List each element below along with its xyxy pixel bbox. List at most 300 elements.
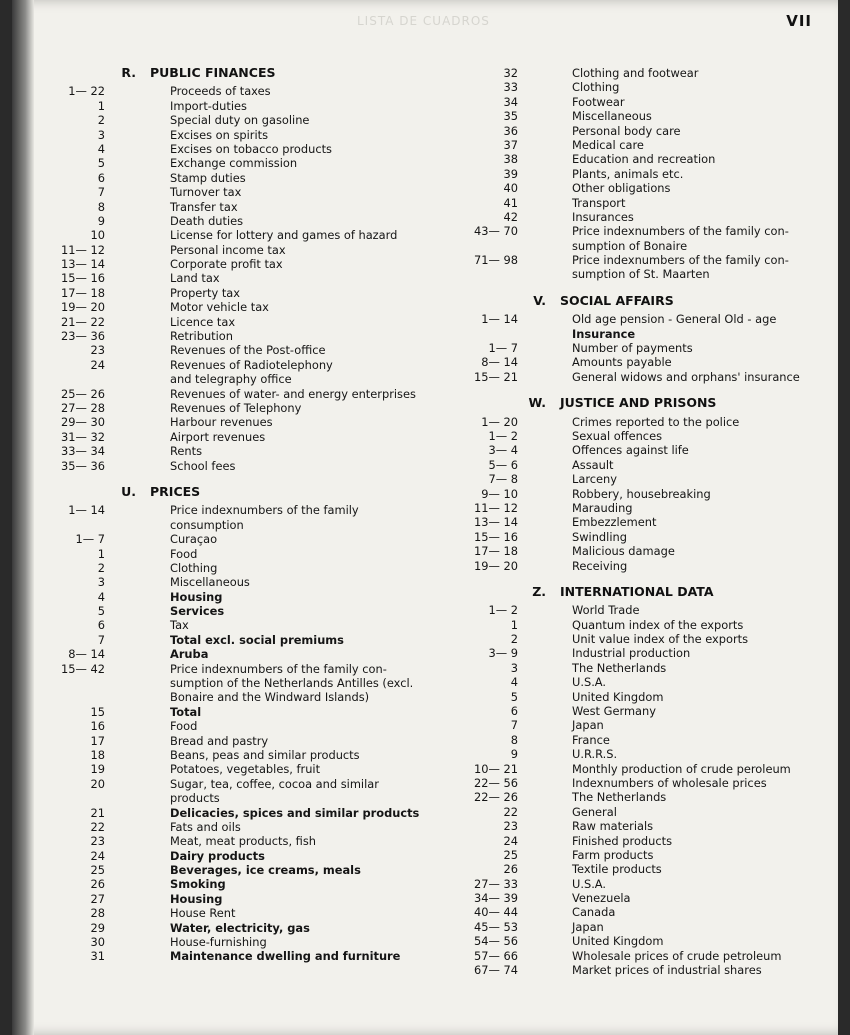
left-column bbox=[40, 66, 420, 964]
table-title: Total bbox=[170, 704, 202, 719]
table-number: 7 bbox=[97, 632, 105, 647]
table-title: Airport revenues bbox=[170, 429, 266, 444]
table-title: Monthly production of crude peroleum bbox=[572, 761, 791, 776]
table-title: Old age pension - General Old - age bbox=[572, 312, 777, 327]
table-row bbox=[456, 747, 836, 761]
table-title: School fees bbox=[170, 458, 236, 473]
table-number: 26 bbox=[503, 862, 518, 877]
table-title: Indexnumbers of wholesale prices bbox=[572, 775, 767, 790]
table-number: 42 bbox=[503, 209, 518, 224]
table-title: Total excl. social premiums bbox=[170, 632, 344, 647]
binding-spine bbox=[12, 0, 34, 1035]
table-row bbox=[456, 661, 836, 675]
table-title: Insurance bbox=[572, 326, 636, 341]
table-title: U.S.A. bbox=[572, 675, 607, 690]
table-number: 31— 32 bbox=[61, 429, 105, 444]
table-row bbox=[456, 877, 836, 891]
table-row bbox=[456, 905, 836, 919]
table-row bbox=[40, 84, 420, 98]
table-row bbox=[456, 196, 836, 210]
table-row bbox=[456, 109, 836, 123]
table-title: Transport bbox=[572, 195, 626, 210]
table-number: 5 bbox=[97, 156, 105, 171]
table-title: Delicacies, spices and similar products bbox=[170, 805, 420, 820]
table-number: 39 bbox=[503, 166, 518, 181]
table-title: Clothing and footwear bbox=[572, 66, 699, 80]
table-title: Assault bbox=[572, 457, 614, 472]
table-row bbox=[456, 167, 836, 181]
table-row bbox=[40, 372, 420, 386]
section-title: JUSTICE AND PRISONS bbox=[560, 395, 717, 411]
table-row bbox=[456, 690, 836, 704]
table-number: 5 bbox=[510, 689, 518, 704]
table-row bbox=[40, 547, 420, 561]
table-title: Bread and pastry bbox=[170, 733, 269, 748]
table-row bbox=[456, 530, 836, 544]
table-title: sumption of Bonaire bbox=[572, 238, 688, 253]
table-title: sumption of St. Maarten bbox=[572, 267, 710, 282]
table-title: Price indexnumbers of the family bbox=[170, 503, 359, 518]
table-number: 17 bbox=[90, 733, 105, 748]
table-title: France bbox=[572, 732, 610, 747]
table-row bbox=[40, 343, 420, 357]
table-title: Aruba bbox=[170, 647, 209, 662]
table-title: Unit value index of the exports bbox=[572, 632, 749, 647]
table-title: Turnover tax bbox=[170, 185, 242, 200]
table-number: 6 bbox=[510, 704, 518, 719]
table-row bbox=[456, 834, 836, 848]
table-row bbox=[40, 604, 420, 618]
table-row bbox=[456, 253, 836, 267]
table-title: Other obligations bbox=[572, 181, 671, 196]
table-row bbox=[40, 315, 420, 329]
table-title: Fats and oils bbox=[170, 819, 241, 834]
table-number: 54— 56 bbox=[474, 934, 518, 949]
table-row bbox=[40, 185, 420, 199]
table-row bbox=[40, 762, 420, 776]
table-title: Marauding bbox=[572, 500, 633, 515]
table-row bbox=[40, 300, 420, 314]
table-number: 3 bbox=[97, 127, 105, 142]
section-letter: W. bbox=[528, 395, 546, 411]
section-heading bbox=[40, 485, 420, 499]
table-row bbox=[40, 590, 420, 604]
table-title: products bbox=[170, 791, 220, 806]
table-title: General widows and orphans' insurance bbox=[572, 369, 800, 384]
table-row bbox=[456, 762, 836, 776]
section-heading bbox=[456, 396, 836, 410]
section-heading bbox=[456, 585, 836, 599]
table-row bbox=[456, 152, 836, 166]
table-title: Raw materials bbox=[572, 819, 654, 834]
table-row bbox=[40, 921, 420, 935]
table-title: Plants, animals etc. bbox=[572, 166, 684, 181]
table-row bbox=[456, 790, 836, 804]
section-letter: V. bbox=[533, 292, 546, 308]
table-title: Number of payments bbox=[572, 341, 693, 356]
table-number: 6 bbox=[97, 170, 105, 185]
table-title: Motor vehicle tax bbox=[170, 300, 269, 315]
table-title: Import-duties bbox=[170, 98, 247, 113]
table-row bbox=[456, 429, 836, 443]
table-number: 71— 98 bbox=[474, 253, 518, 268]
table-number: 45— 53 bbox=[474, 919, 518, 934]
table-title: Housing bbox=[170, 589, 223, 604]
table-title: Japan bbox=[572, 718, 604, 733]
table-number: 1 bbox=[510, 617, 518, 632]
table-number: 10— 21 bbox=[474, 761, 518, 776]
table-row bbox=[40, 415, 420, 429]
table-title: Price indexnumbers of the family con- bbox=[170, 661, 387, 676]
table-number: 1 bbox=[97, 98, 105, 113]
table-row bbox=[456, 891, 836, 905]
table-row bbox=[40, 243, 420, 257]
table-number: 3— 4 bbox=[488, 443, 518, 458]
table-row bbox=[456, 776, 836, 790]
table-row bbox=[40, 200, 420, 214]
table-title: Meat, meat products, fish bbox=[170, 834, 317, 849]
table-row bbox=[40, 647, 420, 661]
table-title: Receiving bbox=[572, 558, 628, 573]
table-number: 25 bbox=[503, 847, 518, 862]
table-row bbox=[40, 271, 420, 285]
table-row bbox=[456, 675, 836, 689]
table-number: 28 bbox=[90, 906, 105, 921]
table-title: Proceeds of taxes bbox=[170, 84, 271, 99]
table-title: Miscellaneous bbox=[170, 575, 250, 590]
table-title: Rents bbox=[170, 444, 203, 459]
table-row bbox=[40, 257, 420, 271]
table-row bbox=[456, 848, 836, 862]
table-row bbox=[456, 934, 836, 948]
table-number: 29— 30 bbox=[61, 415, 105, 430]
table-row bbox=[40, 459, 420, 473]
table-row bbox=[40, 676, 420, 690]
table-number: 22— 26 bbox=[474, 790, 518, 805]
table-row bbox=[456, 267, 836, 281]
table-row bbox=[40, 128, 420, 142]
table-number: 35 bbox=[503, 109, 518, 124]
table-row bbox=[40, 863, 420, 877]
table-number: 19— 20 bbox=[474, 558, 518, 573]
table-title: The Netherlands bbox=[572, 660, 667, 675]
table-row bbox=[456, 66, 836, 80]
table-title: Wholesale prices of crude petroleum bbox=[572, 948, 782, 963]
table-number bbox=[40, 518, 170, 532]
table-row bbox=[40, 286, 420, 300]
table-number: 34— 39 bbox=[474, 891, 518, 906]
table-number: 33 bbox=[503, 80, 518, 95]
table-title: United Kingdom bbox=[572, 934, 664, 949]
table-number: 23 bbox=[503, 819, 518, 834]
table-number: 21 bbox=[90, 805, 105, 820]
table-title: Food bbox=[170, 719, 198, 734]
table-number: 5— 6 bbox=[488, 457, 518, 472]
table-row bbox=[456, 443, 836, 457]
table-number: 23— 36 bbox=[61, 329, 105, 344]
table-row bbox=[456, 487, 836, 501]
table-number: 30 bbox=[90, 935, 105, 950]
table-title: Revenues of the Post-office bbox=[170, 343, 326, 358]
table-row bbox=[40, 834, 420, 848]
table-title: Beverages, ice creams, meals bbox=[170, 863, 361, 878]
table-title: Services bbox=[170, 604, 225, 619]
table-title: Smoking bbox=[170, 877, 226, 892]
table-title: Quantum index of the exports bbox=[572, 617, 744, 632]
table-number: 11— 12 bbox=[61, 242, 105, 257]
table-title: Venezuela bbox=[572, 891, 631, 906]
table-title: Clothing bbox=[170, 560, 218, 575]
table-row bbox=[456, 181, 836, 195]
document-page bbox=[12, 0, 838, 1035]
table-number: 1— 2 bbox=[488, 428, 518, 443]
section-heading bbox=[456, 294, 836, 308]
table-number: 15— 42 bbox=[61, 661, 105, 676]
table-number: 17— 18 bbox=[61, 285, 105, 300]
table-title: Harbour revenues bbox=[170, 415, 273, 430]
table-row bbox=[456, 95, 836, 109]
section-letter: Z. bbox=[532, 583, 546, 599]
table-title: Medical care bbox=[572, 137, 644, 152]
table-row bbox=[40, 444, 420, 458]
table-title: Canada bbox=[572, 905, 616, 920]
table-row bbox=[40, 387, 420, 401]
table-number: 15 bbox=[90, 704, 105, 719]
table-title: Land tax bbox=[170, 271, 220, 286]
table-number: 20 bbox=[90, 776, 105, 791]
table-title: Miscellaneous bbox=[572, 109, 652, 124]
table-number: 21— 22 bbox=[61, 314, 105, 329]
table-number: 57— 66 bbox=[474, 948, 518, 963]
table-row bbox=[456, 618, 836, 632]
table-row bbox=[40, 618, 420, 632]
table-title: Death duties bbox=[170, 213, 244, 228]
table-title: Special duty on gasoline bbox=[170, 113, 310, 128]
table-row bbox=[40, 518, 420, 532]
section-letter: U. bbox=[121, 483, 136, 499]
table-number: 40— 44 bbox=[474, 905, 518, 920]
table-title: The Netherlands bbox=[572, 790, 667, 805]
table-row bbox=[40, 777, 420, 791]
table-row bbox=[456, 80, 836, 94]
table-row bbox=[456, 138, 836, 152]
table-row bbox=[40, 748, 420, 762]
table-row bbox=[40, 503, 420, 517]
table-title: Corporate profit tax bbox=[170, 257, 283, 272]
table-number: 8— 14 bbox=[481, 355, 518, 370]
table-number bbox=[456, 239, 572, 253]
table-row bbox=[456, 805, 836, 819]
table-row bbox=[456, 124, 836, 138]
table-number: 25 bbox=[90, 863, 105, 878]
table-title: Personal income tax bbox=[170, 242, 286, 257]
section-heading bbox=[40, 66, 420, 80]
table-row bbox=[40, 532, 420, 546]
table-number: 8 bbox=[97, 199, 105, 214]
table-row bbox=[40, 877, 420, 891]
table-number: 1— 14 bbox=[481, 312, 518, 327]
table-number: 41 bbox=[503, 195, 518, 210]
table-number: 22— 56 bbox=[474, 775, 518, 790]
table-number: 15— 16 bbox=[61, 271, 105, 286]
table-title: Exchange commission bbox=[170, 156, 298, 171]
table-number bbox=[40, 791, 170, 805]
table-row bbox=[456, 472, 836, 486]
table-title: General bbox=[572, 804, 617, 819]
table-number: 24 bbox=[90, 357, 105, 372]
bleed-through-header: LISTA DE CUADROS bbox=[357, 14, 490, 28]
table-number: 1 bbox=[97, 546, 105, 561]
section-title: PUBLIC FINANCES bbox=[150, 65, 276, 80]
table-row bbox=[456, 949, 836, 963]
table-title: Finished products bbox=[572, 833, 673, 848]
table-number: 3 bbox=[97, 575, 105, 590]
table-number: 11— 12 bbox=[474, 500, 518, 515]
table-number: 23 bbox=[90, 343, 105, 358]
table-number: 27— 33 bbox=[474, 876, 518, 891]
table-title: House Rent bbox=[170, 906, 236, 921]
table-title: West Germany bbox=[572, 704, 656, 719]
table-title: Farm products bbox=[572, 847, 654, 862]
table-title: Tax bbox=[170, 618, 189, 633]
table-title: Sugar, tea, coffee, cocoa and similar bbox=[170, 776, 379, 791]
table-row bbox=[40, 820, 420, 834]
table-title: Food bbox=[170, 546, 198, 561]
table-row bbox=[456, 355, 836, 369]
table-title: U.R.R.S. bbox=[572, 747, 618, 762]
table-title: House-furnishing bbox=[170, 935, 267, 950]
table-row bbox=[456, 718, 836, 732]
table-number bbox=[456, 267, 572, 281]
table-title: Licence tax bbox=[170, 314, 236, 329]
table-title: Retribution bbox=[170, 329, 233, 344]
table-number: 15— 21 bbox=[474, 369, 518, 384]
table-number: 1— 2 bbox=[488, 603, 518, 618]
section-title: PRICES bbox=[150, 483, 201, 499]
table-title: Stamp duties bbox=[170, 170, 246, 185]
table-row bbox=[456, 415, 836, 429]
table-title: Embezzlement bbox=[572, 515, 657, 530]
table-title: Clothing bbox=[572, 80, 620, 95]
table-number: 10 bbox=[90, 228, 105, 243]
table-row bbox=[40, 99, 420, 113]
table-row bbox=[40, 906, 420, 920]
table-row bbox=[40, 849, 420, 863]
table-number: 1— 7 bbox=[488, 341, 518, 356]
table-number: 38 bbox=[503, 152, 518, 167]
table-row bbox=[40, 575, 420, 589]
table-number bbox=[40, 690, 170, 704]
table-row bbox=[40, 430, 420, 444]
table-row bbox=[456, 341, 836, 355]
table-number: 9 bbox=[510, 747, 518, 762]
table-title: Potatoes, vegetables, fruit bbox=[170, 762, 321, 777]
table-number bbox=[40, 676, 170, 690]
table-title: Excises on spirits bbox=[170, 127, 269, 142]
table-row bbox=[40, 791, 420, 805]
table-number: 22 bbox=[90, 819, 105, 834]
table-row bbox=[456, 224, 836, 238]
table-title: Price indexnumbers of the family con- bbox=[572, 224, 789, 239]
right-column bbox=[456, 66, 836, 977]
table-number bbox=[456, 327, 572, 341]
table-title: and telegraphy office bbox=[170, 372, 292, 387]
table-number: 27— 28 bbox=[61, 400, 105, 415]
table-number: 67— 74 bbox=[474, 963, 518, 978]
table-row bbox=[40, 358, 420, 372]
table-number: 40 bbox=[503, 181, 518, 196]
table-row bbox=[40, 156, 420, 170]
table-title: Curaçao bbox=[170, 532, 218, 547]
table-title: Offences against life bbox=[572, 443, 689, 458]
table-row bbox=[456, 819, 836, 833]
table-number: 7— 8 bbox=[488, 472, 518, 487]
table-row bbox=[40, 935, 420, 949]
table-row bbox=[40, 171, 420, 185]
table-number: 32 bbox=[503, 66, 518, 80]
table-row bbox=[456, 704, 836, 718]
table-row bbox=[456, 515, 836, 529]
table-title: Housing bbox=[170, 891, 223, 906]
table-number: 7 bbox=[97, 185, 105, 200]
table-row bbox=[40, 892, 420, 906]
table-title: World Trade bbox=[572, 603, 640, 618]
table-number bbox=[40, 372, 170, 386]
table-title: Maintenance dwelling and furniture bbox=[170, 949, 401, 964]
table-number: 16 bbox=[90, 719, 105, 734]
table-row bbox=[456, 603, 836, 617]
table-row bbox=[40, 228, 420, 242]
table-number: 36 bbox=[503, 123, 518, 138]
table-title: Swindling bbox=[572, 529, 627, 544]
table-number: 17— 18 bbox=[474, 544, 518, 559]
table-number: 1— 22 bbox=[68, 84, 105, 99]
table-row bbox=[40, 633, 420, 647]
table-title: License for lottery and games of hazard bbox=[170, 228, 398, 243]
table-number: 23 bbox=[90, 834, 105, 849]
table-number: 24 bbox=[90, 848, 105, 863]
table-row bbox=[40, 401, 420, 415]
table-number: 18 bbox=[90, 747, 105, 762]
table-title: Insurances bbox=[572, 209, 634, 224]
table-title: Revenues of Radiotelephony bbox=[170, 357, 333, 372]
table-row bbox=[40, 113, 420, 127]
table-number: 13— 14 bbox=[61, 257, 105, 272]
table-row bbox=[456, 239, 836, 253]
table-number: 37 bbox=[503, 137, 518, 152]
table-number: 29 bbox=[90, 920, 105, 935]
table-row bbox=[40, 705, 420, 719]
table-title: Bonaire and the Windward Islands) bbox=[170, 690, 370, 705]
section-title: INTERNATIONAL DATA bbox=[560, 583, 714, 599]
table-title: Japan bbox=[572, 919, 604, 934]
table-row bbox=[456, 920, 836, 934]
table-row bbox=[456, 370, 836, 384]
table-row bbox=[40, 662, 420, 676]
table-title: U.S.A. bbox=[572, 876, 607, 891]
table-title: Revenues of water- and energy enterprises bbox=[170, 386, 416, 401]
table-number: 1— 14 bbox=[68, 503, 105, 518]
table-row bbox=[40, 719, 420, 733]
table-row bbox=[40, 806, 420, 820]
table-row bbox=[456, 632, 836, 646]
table-number: 27 bbox=[90, 891, 105, 906]
table-number: 5 bbox=[97, 604, 105, 619]
table-number: 33— 34 bbox=[61, 444, 105, 459]
table-title: Water, electricity, gas bbox=[170, 920, 310, 935]
table-title: Market prices of industrial shares bbox=[572, 963, 762, 978]
table-number: 31 bbox=[90, 949, 105, 964]
